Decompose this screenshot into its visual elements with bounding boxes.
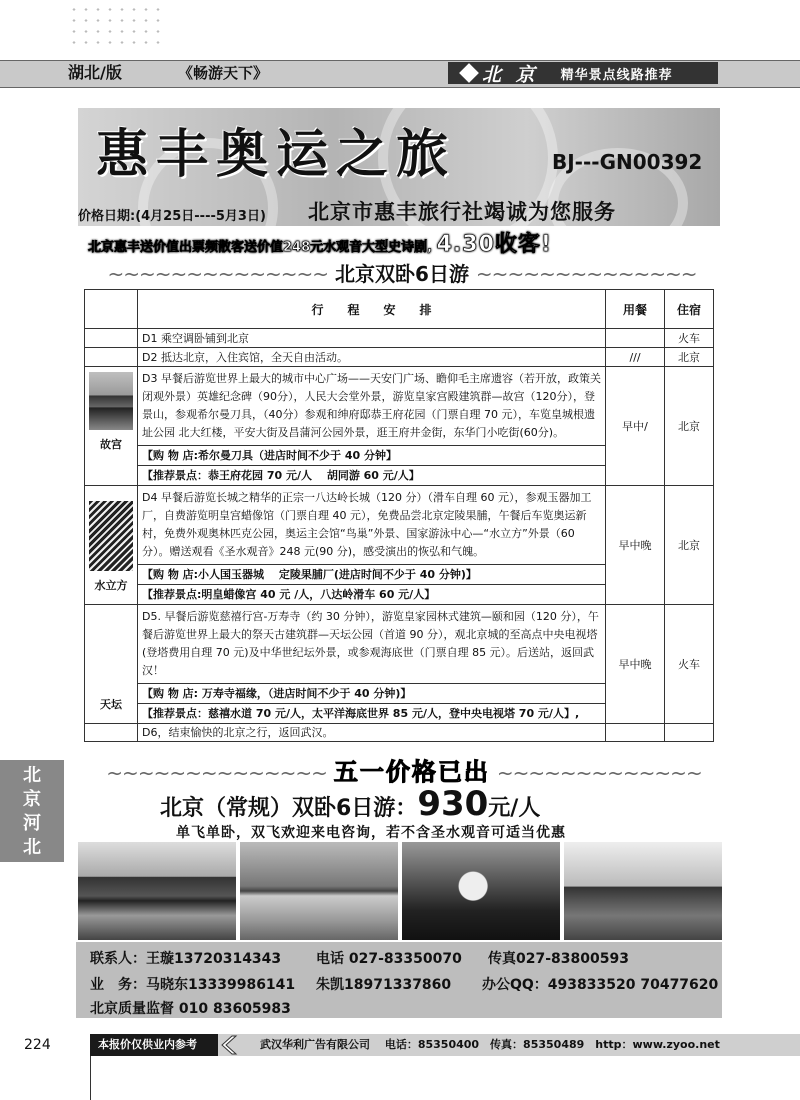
header-schedule: 行 程 安 排 [138, 290, 606, 329]
d6-meal [606, 724, 665, 742]
may-day-line [84, 752, 724, 787]
diamond-icon [459, 63, 479, 83]
d6-text: D6，结束愉快的北京之行，返回武汉。 [138, 724, 606, 742]
d5-stay: 火车 [665, 605, 714, 724]
side-tab-char-1: 北 [23, 765, 41, 786]
route-code: BJ---GN00392 [552, 150, 703, 174]
d3-recommend: 【推荐景点：恭王府花园 70 元/人 胡同游 60 元/人】 [138, 465, 605, 485]
table-row-d6 [85, 724, 714, 742]
photo-tiananmen-gate [564, 842, 722, 940]
side-region-tab [0, 760, 64, 862]
d1-meal [606, 329, 665, 348]
contact-zhu: 朱凯18971337860 [316, 977, 452, 993]
d4-text: D4 早餐后游览长城之精华的正宗一八达岭长城（120 分）（滑车自理 60 元），参观玉器加工厂，自费游览明皇宫蜡像馆（门票自理 40 元），免费品尝北京定陵果脯，午餐后车览奥运新村，免费外观奥林匹克公园，奥运主会馆“鸟巢”外景、国家游泳中心—“水立方”外景（60分）。赠送观看《圣水观音》248 元(90 分)，感受演出的恢弘和气魄。 [142, 491, 592, 558]
d4-recommend: 【推荐景点:明皇蜡像宫 40 元 /人，八达岭滑车 60 元/人】 [138, 584, 605, 604]
photo-seventeen-arch-bridge [240, 842, 398, 940]
page-title: 惠丰奥运之旅 [96, 124, 457, 185]
header-stay: 住宿 [665, 290, 714, 329]
header-subtitle: 精华景点线路推荐 [560, 67, 673, 83]
footer-disclaimer: 本报价仅供业内参考 [90, 1034, 218, 1056]
price-line [160, 784, 540, 824]
d3-stay: 北京 [665, 367, 714, 486]
may-day-title: 五一价格已出 [333, 758, 490, 786]
d4-meal: 早中晚 [606, 486, 665, 605]
d5-recommend: 【推荐景点：慈禧水道 70 元/人，太平洋海底世界 85 元/人，登中央电视塔 70 元/人】, [138, 703, 605, 723]
footer-divider [90, 1056, 91, 1100]
side-tab-char-3: 河 [23, 813, 41, 834]
price-label: 北京（常规）双卧6日游： [160, 796, 418, 821]
price-amount: 930 [417, 784, 489, 824]
side-tab-char-4: 北 [23, 837, 41, 858]
d4-stay: 北京 [665, 486, 714, 605]
table-row-d1 [85, 329, 714, 348]
region-label: 湖北/版 [68, 63, 122, 82]
table-row-d2 [85, 348, 714, 367]
d5-shop: 【购 物 店: 万寿寺福缘，（进店时间不少于 40 分钟)】 [138, 683, 605, 703]
d4-shop: 【购 物 店:小人国玉器城 定陵果脯厂(进店时间不少于 40 分钟)】 [138, 564, 605, 584]
d5-text: D5. 早餐后游览慈禧行宫-万寿寺（约 30 分钟），游览皇家园林式建筑—颐和园（120 分），午餐后游览世界上最大的祭天古建筑群—天坛公园（首道 90 分），观北京城的至高点中央电视塔(登塔费用自理 70 元)及中华世纪坛外景，或参观海底世（门票自理 85 元）。后送站，返回武汉！ [142, 610, 599, 677]
d2-meal: /// [606, 348, 665, 367]
d5-meal: 早中晚 [606, 605, 665, 724]
side-tab-char-2: 京 [23, 789, 41, 810]
d2-text: D2 抵达北京，入住宾馆，全天自由活动。 [138, 348, 606, 367]
price-unit: 元/人 [488, 796, 541, 821]
d3-text: D3 早餐后游览世界上最大的城市中心广场——天安门广场、瞻仰毛主席遗容（若开放，政策关闭观外景）英雄纪念碑（90分），人民大会堂外景，游览皇家宫殿建筑群—故宫（120分），登景山，参观希尔曼刀具，（40分）参观和绅府邸恭王府花园（门票自理 70 元），车览皇城根遗址公园 北大红楼，平安大街及昌蒲河公园外景，逛王府井金街，东华门小吃街(60分)。 [142, 372, 601, 439]
dot-grid-decoration [68, 4, 164, 48]
tilde-right: ~~~~~~~~~~~~~~ [475, 262, 697, 286]
itinerary-table [84, 289, 714, 742]
may-tilde-left: ~~~~~~~~~~~~~~ [106, 761, 327, 785]
water-cube-photo [89, 501, 133, 571]
photo-white-pagoda [402, 842, 560, 940]
footer-company: 武汉华利广告有限公司 电话：85350400 传真：85350489 http：www.zyoo.net [260, 1038, 720, 1051]
contact-box [76, 942, 722, 1018]
table-row-d5 [85, 605, 714, 724]
table-row-d4 [85, 486, 714, 605]
photo-summer-palace-pavilion [78, 842, 236, 940]
contact-qq: 办公QQ：493833520 70477620 [482, 977, 719, 993]
promo-highlight: 4.30收客! [436, 232, 552, 257]
table-header-row [85, 290, 714, 329]
price-dates: 价格日期:(4月25日----5月3日) [78, 209, 266, 224]
d1-text: D1 乘空调卧铺到北京 [138, 329, 606, 348]
d1-stay: 火车 [665, 329, 714, 348]
page-number: 224 [24, 1037, 51, 1053]
d4-caption: 水立方 [94, 579, 128, 592]
d5-caption: 天坛 [100, 698, 122, 711]
contact-supervision: 北京质量监督 010 83605983 [90, 1001, 291, 1017]
contact-fax: 传真027-83800593 [488, 951, 629, 967]
magazine-name: 《畅游天下》 [178, 64, 269, 82]
table-row-d3 [85, 367, 714, 486]
promo-line [88, 232, 728, 258]
d6-stay [665, 724, 714, 742]
header-image-col [85, 290, 138, 329]
header-city: 北 京 [482, 63, 539, 86]
contact-business: 业 务：马晓东13339986141 [90, 977, 296, 993]
forbidden-city-photo [89, 372, 133, 430]
header-meal: 用餐 [606, 290, 665, 329]
contact-person: 联系人：王璇13720314343 [90, 951, 282, 967]
may-tilde-right: ~~~~~~~~~~~~~ [496, 761, 702, 785]
d3-meal: 早中/ [606, 367, 665, 486]
header-city-banner [448, 62, 718, 84]
tilde-left: ~~~~~~~~~~~~~~ [107, 262, 329, 286]
chevron-left-icon [218, 1034, 240, 1056]
price-note: 单飞单卧，双飞欢迎来电咨询，若不含圣水观音可适当优惠 [176, 825, 566, 841]
agency-slogan: 北京市惠丰旅行社竭诚为您服务 [308, 200, 616, 224]
d3-caption: 故宫 [100, 438, 122, 451]
tour-title-line [82, 258, 722, 287]
d3-shop: 【购 物 店:希尔曼刀具（进店时间不少于 40 分钟】 [138, 445, 605, 465]
d2-stay: 北京 [665, 348, 714, 367]
tour-title: 北京双卧6日游 [335, 262, 469, 286]
promo-text: 北京惠丰送价值出票频散客送价值248元水观音大型史诗剧, [88, 240, 433, 255]
contact-phone: 电话 027-83350070 [316, 951, 462, 967]
